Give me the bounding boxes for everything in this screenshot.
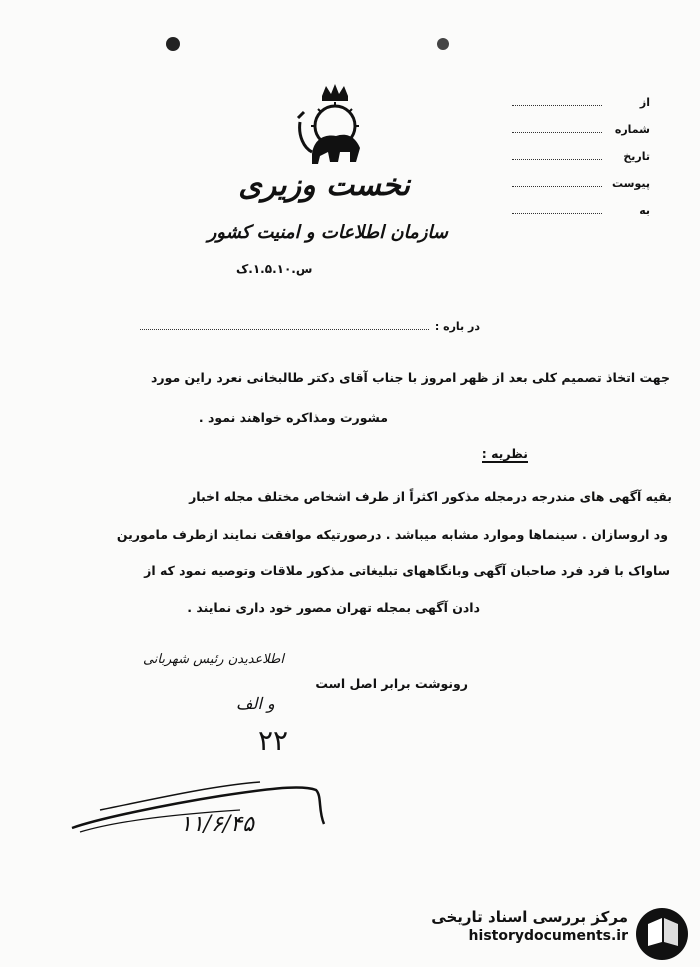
meta-label: تاریخ: [623, 150, 650, 163]
meta-label: پیوست: [612, 177, 650, 190]
meta-dotted-line: [512, 205, 602, 214]
body-line: دادن آگهی بمجله تهران مصور خود داری نمایند .: [187, 600, 480, 615]
lion-and-sun-emblem-icon: [290, 82, 380, 172]
meta-label: شماره: [614, 123, 650, 136]
body-line: بقیه آگهی های مندرجه درمجله مذکور اکثراً از طرف اشخاص مختلف مجله اخبار: [189, 489, 672, 504]
meta-dotted-line: [512, 151, 602, 160]
subject-dotted-line: [140, 321, 429, 330]
watermark-url: historydocuments.ir: [468, 928, 628, 944]
meta-field-from: [500, 96, 650, 123]
subject-line: [140, 320, 480, 333]
handwritten-initials: و الف: [236, 694, 275, 713]
punch-hole: [166, 37, 180, 51]
meta-field-to: [500, 204, 650, 231]
meta-field-number: [500, 123, 650, 150]
body-line: مشورت ومذاکره خواهند نمود .: [198, 410, 388, 425]
meta-label: از: [639, 96, 650, 109]
watermark-text: [431, 908, 628, 944]
meta-field-date: [500, 150, 650, 177]
meta-field-attachment: [500, 177, 650, 204]
punch-hole: [437, 38, 449, 50]
body-line: جهت اتخاذ تصمیم کلی بعد از ظهر امروز با جناب آقای دکتر طالبخانی نعرد راین مورد: [151, 370, 670, 385]
meta-fields: [500, 96, 650, 231]
watermark: [414, 902, 700, 967]
opinion-heading: نظریه :: [481, 446, 528, 461]
meta-label: به: [639, 204, 650, 217]
watermark-persian: مرکز بررسی اسناد تاریخی: [431, 908, 628, 926]
header-title: نخست وزیری: [238, 168, 410, 203]
organization-name: سازمان اطلاعات و امنیت کشور: [207, 222, 448, 243]
meta-dotted-line: [512, 124, 602, 133]
reference-code: س.۱.۵.۱۰.ک: [236, 262, 313, 276]
subject-label: در باره :: [434, 320, 480, 333]
body-line: ود اروسازان . سینماها وموارد مشابه میباشد . درصورتیکه موافقت نمایند ازطرف مامورین: [116, 527, 668, 542]
meta-dotted-line: [512, 178, 602, 187]
body-line: ساواک با فرد فرد صاحبان آگهی وبانگاههای تبلیغاتی مذکور ملاقات وتوصیه نمود که از: [144, 563, 670, 578]
handwritten-note: اطلاعدیدن رئیس شهربانی: [142, 652, 284, 667]
cc-line: رونوشت برابر اصل است: [315, 676, 468, 691]
meta-dotted-line: [512, 97, 602, 106]
archive-logo-icon: [634, 906, 690, 962]
handwritten-date: ۱۱/۶/۴۵: [180, 812, 254, 837]
handwritten-number: ۲۲: [258, 724, 289, 757]
